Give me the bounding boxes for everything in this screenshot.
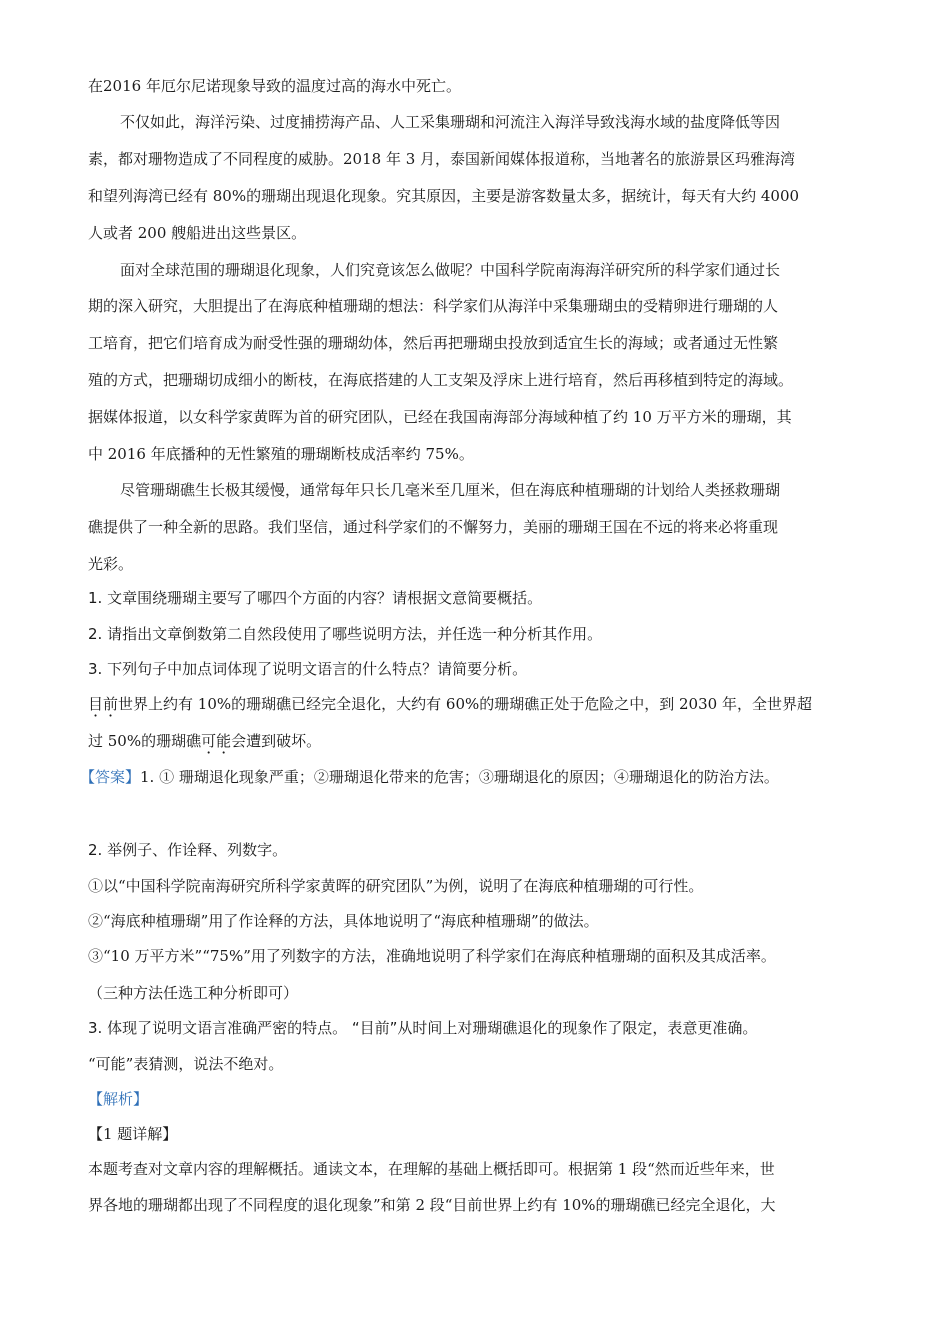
article-line: 和望列海湾已经有 80%的珊瑚出现退化现象。究其原因，主要是游客数量太多，据统计，每天有大约 4000 bbox=[88, 187, 800, 205]
emphasized-word-char: 前 bbox=[103, 695, 119, 713]
analysis-label: 【解析】 bbox=[88, 1090, 149, 1108]
article-line: 不仅如此，海洋污染、过度捕捞海产品、人工采集珊瑚和河流注入海洋导致浅海水域的盐度降低等因 bbox=[120, 113, 781, 131]
article-line: 中 2016 年底播种的无性繁殖的珊瑚断枝成活率约 75%。 bbox=[88, 445, 474, 463]
quoted-sentence-text: 会遭到破坏。 bbox=[231, 732, 322, 750]
answer-3-cont: “可能”表猜测，说法不绝对。 bbox=[88, 1055, 284, 1073]
article-line: 素，都对珊物造成了不同程度的威胁。2018 年 3 月，泰国新闻媒体报道称，当地著名的旅游景区玛雅海湾 bbox=[88, 150, 796, 168]
article-line: 工培育，把它们培育成为耐受性强的珊瑚幼体，然后再把珊瑚虫投放到适宜生长的海域；或者通过无性繁 bbox=[88, 334, 779, 352]
answer-2-item: ②“海底种植珊瑚”用了作诠释的方法，具体地说明了“海底种植珊瑚”的做法。 bbox=[88, 912, 599, 930]
answer-2-note: （三种方法任选工种分析即可） bbox=[88, 984, 299, 1002]
article-line: 礁提供了一种全新的思路。我们坚信，通过科学家们的不懈努力，美丽的珊瑚王国在不远的将来必将重现 bbox=[88, 518, 779, 536]
quoted-sentence-text: 世界上约有 10%的珊瑚礁已经完全退化，大约有 60%的珊瑚礁正处于危险之中，到 2030 年，全世界超 bbox=[118, 695, 812, 713]
quoted-sentence-line bbox=[88, 694, 812, 714]
emphasized-word-char: 能 bbox=[216, 732, 232, 750]
answer-line-1 bbox=[80, 767, 779, 787]
emphasized-word-char: 可 bbox=[201, 732, 217, 750]
question-2: 2. 请指出文章倒数第二自然段使用了哪些说明方法，并任选一种分析其作用。 bbox=[88, 625, 603, 643]
answer-2-item: ③“10 万平方米”“75%”用了列数字的方法，准确地说明了科学家们在海底种植珊瑚的面积及其成活率。 bbox=[88, 947, 776, 965]
article-line: 据媒体报道，以女科学家黄晖为首的研究团队，已经在我国南海部分海域种植了约 10 万平方米的珊瑚，其 bbox=[88, 408, 792, 426]
article-line: 尽管珊瑚礁生长极其缓慢，通常每年只长几毫米至几厘米，但在海底种植珊瑚的计划给人类拯救珊瑚 bbox=[120, 481, 781, 499]
quoted-sentence-line bbox=[88, 731, 321, 751]
answer-2-item: ①以“中国科学院南海研究所科学家黄晖的研究团队”为例，说明了在海底种植珊瑚的可行性。 bbox=[88, 877, 704, 895]
analysis-paragraph-line: 界各地的珊瑚都出现了不同程度的退化现象”和第 2 段“目前世界上约有 10%的珊瑚礁已经完全退化，大 bbox=[88, 1196, 776, 1214]
analysis-paragraph-line: 本题考查对文章内容的理解概括。通读文本，在理解的基础上概括即可。根据第 1 段“然而近些年来，世 bbox=[88, 1160, 775, 1178]
question-1: 1. 文章围绕珊瑚主要写了哪四个方面的内容？请根据文意简要概括。 bbox=[88, 589, 543, 607]
answer-2-heading: 2. 举例子、作诠释、列数字。 bbox=[88, 841, 288, 859]
article-line: 在2016 年厄尔尼诺现象导致的温度过高的海水中死亡。 bbox=[88, 77, 461, 95]
emphasized-word-char: 目 bbox=[88, 695, 104, 713]
article-line: 光彩。 bbox=[88, 555, 134, 573]
article-line: 期的深入研究，大胆提出了在海底种植珊瑚的想法：科学家们从海洋中采集珊瑚虫的受精卵进行珊瑚的人 bbox=[88, 297, 779, 315]
quoted-sentence-text: 过 50%的珊瑚礁 bbox=[88, 732, 202, 750]
answer-text: 1. ① 珊瑚退化现象严重；②珊瑚退化带来的危害；③珊瑚退化的原因；④珊瑚退化的防治方法。 bbox=[140, 768, 779, 786]
answer-3: 3. 体现了说明文语言准确严密的特点。 “目前”从时间上对珊瑚礁退化的现象作了限定，表意更准确。 bbox=[88, 1019, 758, 1037]
article-line: 人或者 200 艘船进出这些景区。 bbox=[88, 224, 307, 242]
answer-label: 【答案】 bbox=[80, 768, 141, 786]
analysis-subheading: 【1 题详解】 bbox=[88, 1125, 178, 1143]
question-3: 3. 下列句子中加点词体现了说明文语言的什么特点？请简要分析。 bbox=[88, 660, 528, 678]
article-line: 殖的方式，把珊瑚切成细小的断枝，在海底搭建的人工支架及浮床上进行培育，然后再移植到特定的海域。 bbox=[88, 371, 794, 389]
article-line: 面对全球范围的珊瑚退化现象，人们究竟该怎么做呢？中国科学院南海海洋研究所的科学家们通过长 bbox=[120, 261, 781, 279]
